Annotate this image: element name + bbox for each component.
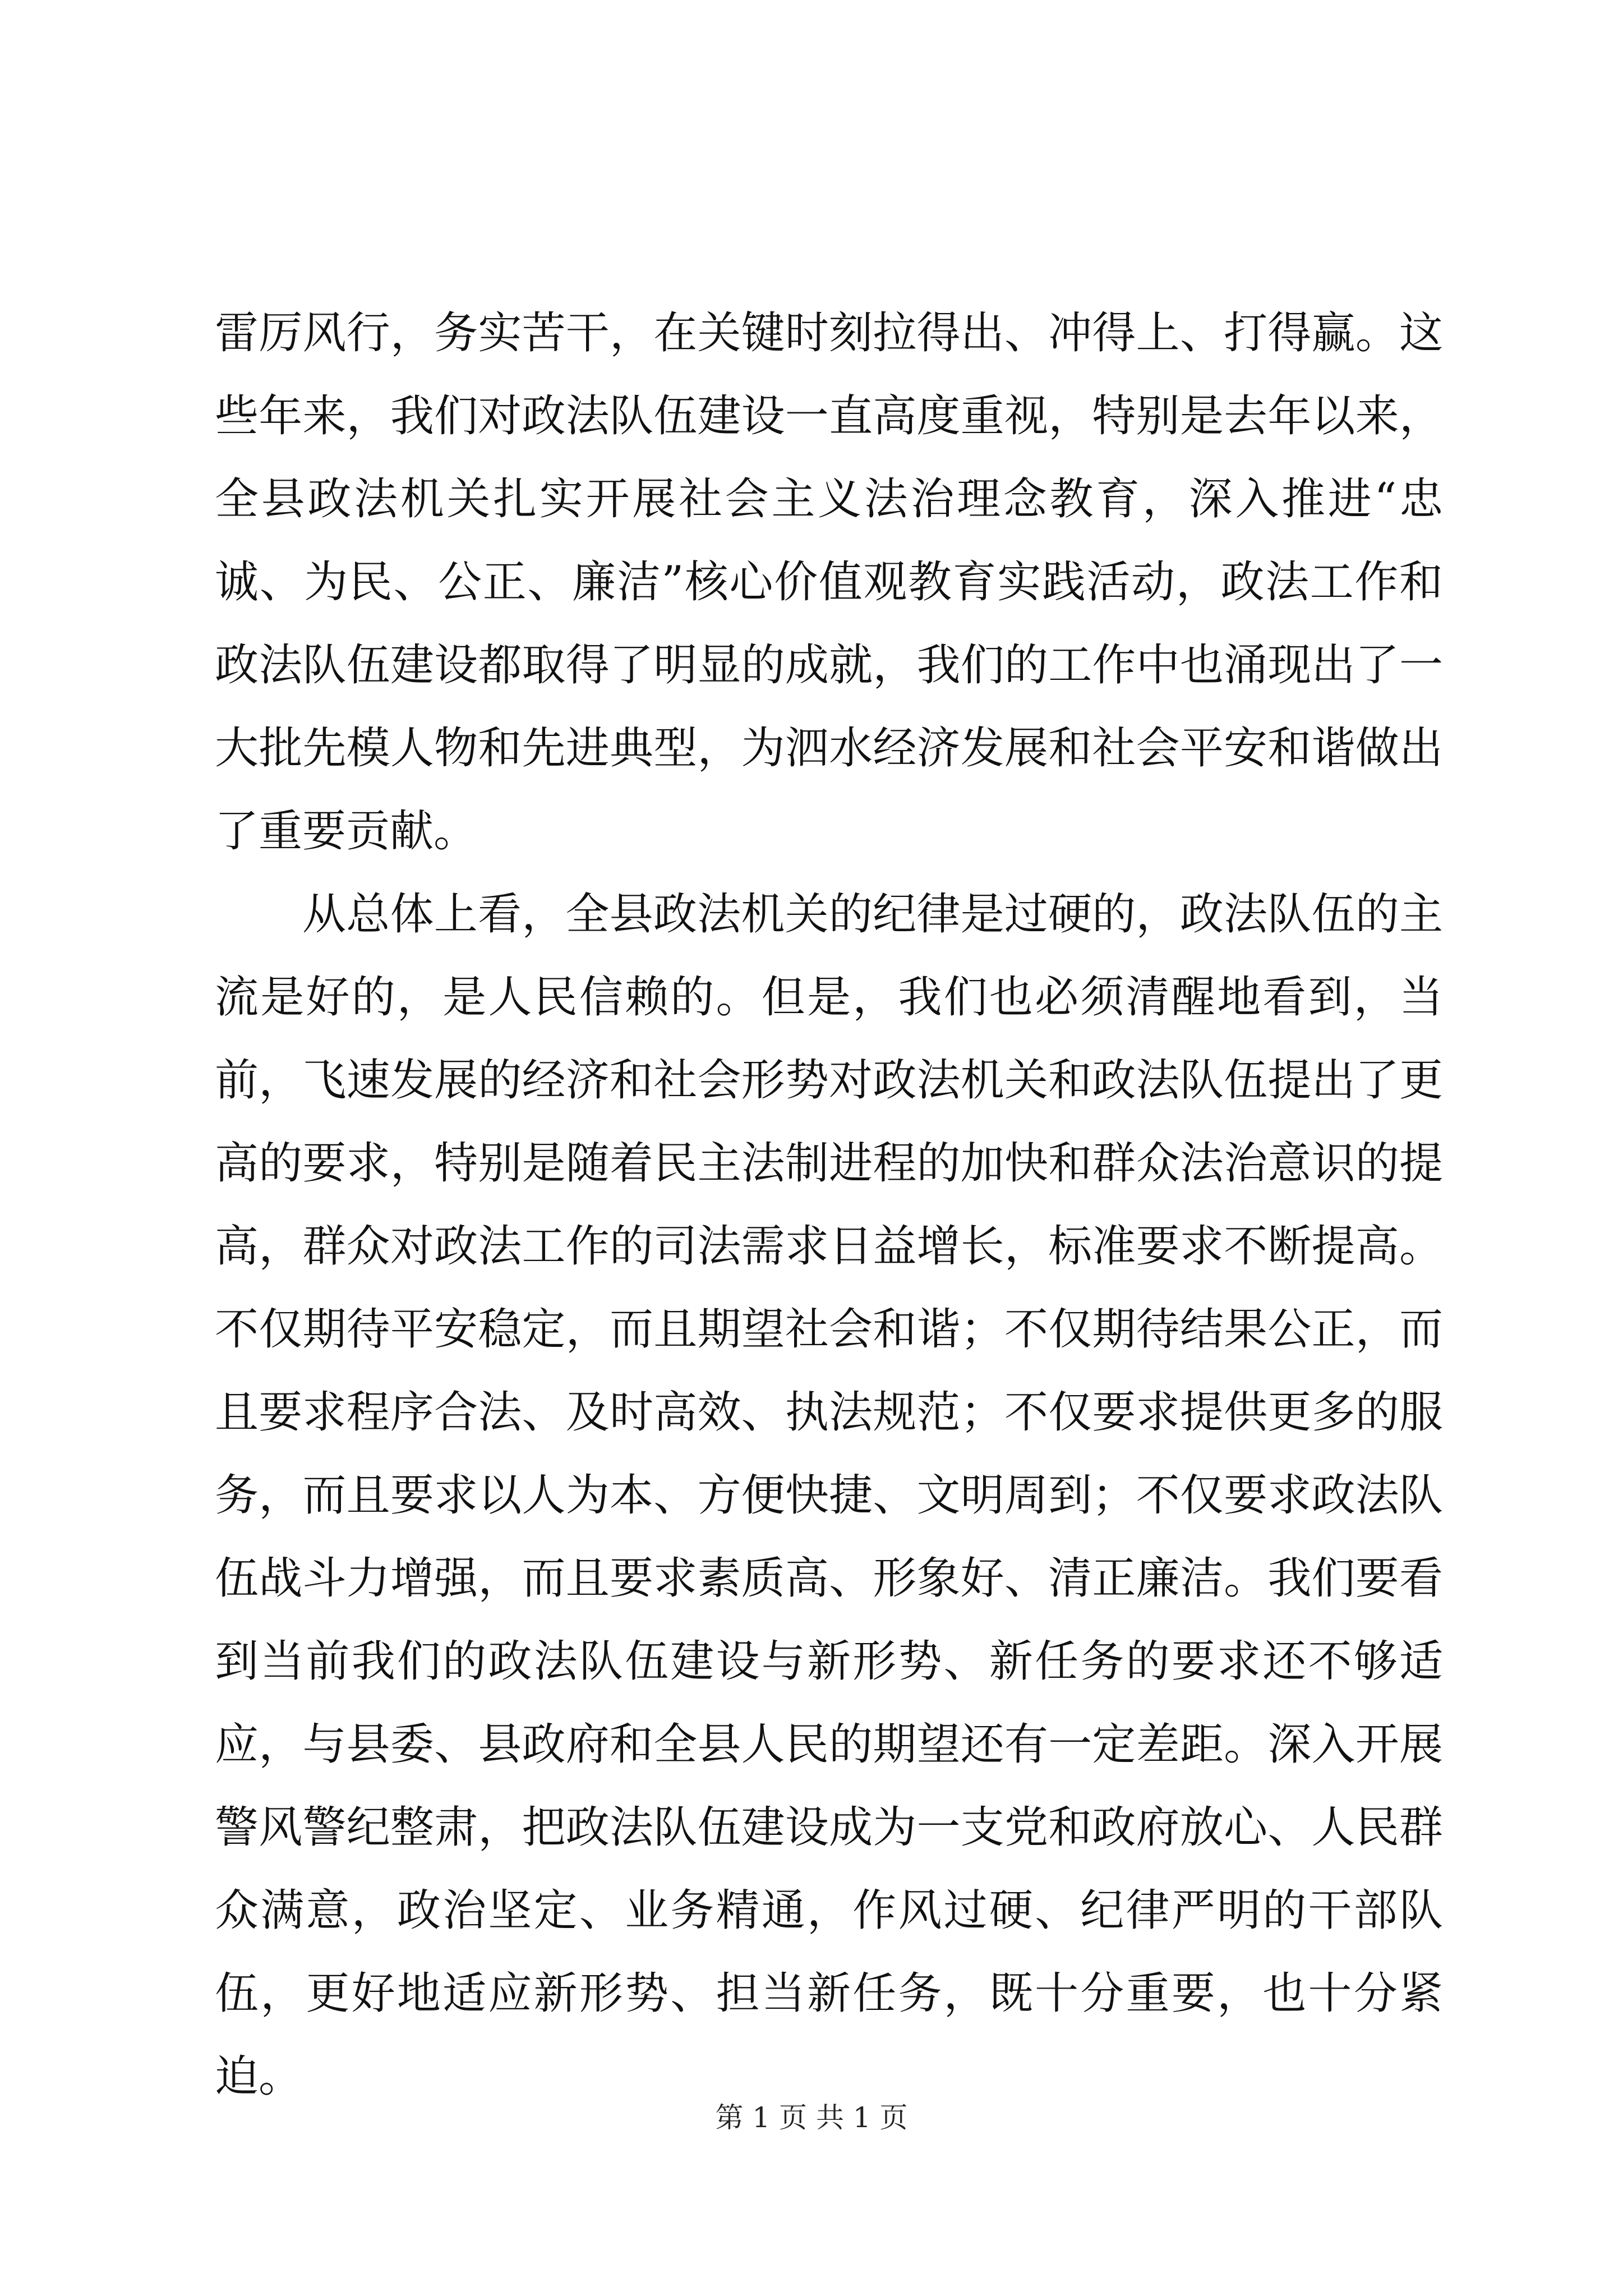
paragraph-1: 雷厉风行，务实苦干，在关键时刻拉得出、冲得上、打得赢。这些年来，我们对政法队伍建设一直高度重视，特别是去年以来，全县政法机关扎实开展社会主义法治理念教育，深入推进“忠诚、为民、公正、廉洁”核心价值观教育实践活动，政法工作和政法队伍建设都取得了明显的成就，我们的工作中也涌现出了一大批先模人物和先进典型，为泗水经济发展和社会平安和谐做出了重要贡献。 <box>215 308 1443 857</box>
page-footer: 第 1 页 共 1 页 <box>715 2101 908 2134</box>
paragraph-2: 从总体上看，全县政法机关的纪律是过硬的，政法队伍的主流是好的，是人民信赖的。但是，我们也必须清醒地看到，当前，飞速发展的经济和社会形势对政法机关和政法队伍提出了更高的要求，特别是随着民主法制进程的加快和群众法治意识的提高，群众对政法工作的司法需求日益增长，标准要求不断提高。不仅期待平安稳定，而且期望社会和谐；不仅期待结果公正，而且要求程序合法、及时高效、执法规范；不仅要求提供更多的服务，而且要求以人为本、方便快捷、文明周到；不仅要求政法队伍战斗力增强，而且要求素质高、形象好、清正廉洁。我们要看到当前我们的政法队伍建设与新形势、新任务的要求还不够适应，与县委、县政府和全县人民的期望还有一定差距。深入开展警风警纪整肃，把政法队伍建设成为一支党和政府放心、人民群众满意，政治坚定、业务精通，作风过硬、纪律严明的干部队伍，更好地适应新形势、担当新任务，既十分重要，也十分紧迫。 <box>215 889 1443 2102</box>
document-body <box>215 292 1443 2118</box>
